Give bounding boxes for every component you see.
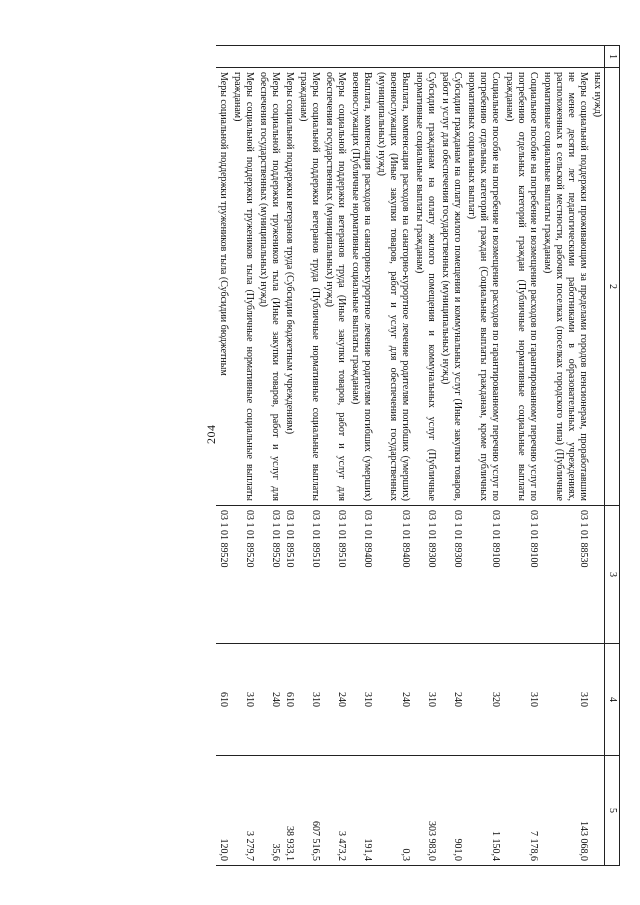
- row-vr-cell: 610: [282, 644, 296, 756]
- row-code-cell: 03 1 01 89520: [230, 506, 256, 644]
- row-name-cell: Субсидии гражданам на оплату жилого помещения и коммунальных услуг (Иные закупки товаров, работ и услуг для обеспечения государственных (муниципальных) нужд): [438, 68, 464, 506]
- header-col-2: 2: [605, 68, 620, 506]
- row-amount-cell: 143 068,0: [540, 756, 590, 866]
- row-number-cell: [438, 46, 464, 68]
- row-name-cell: Выплата, компенсация расходов на санаторно-курортное лечение родителям погибших (умерших) военнослужащих (Иные закупки товаров, работ и услуг для обеспечения государственных (муниципальных) нужд): [374, 68, 412, 506]
- row-code-cell: 03 1 01 89400: [348, 506, 374, 644]
- header-col-5: 5: [605, 756, 620, 866]
- table-row: [256, 46, 282, 866]
- table-row: [464, 46, 502, 866]
- table-row: [282, 46, 296, 866]
- row-name-cell: ных нужд): [590, 68, 605, 506]
- row-amount-cell: 3 473,2: [322, 756, 348, 866]
- row-number-cell: [540, 46, 590, 68]
- row-amount-cell: 191,4: [348, 756, 374, 866]
- row-code-cell: 03 1 01 89400: [374, 506, 412, 644]
- row-amount-cell: 901,0: [438, 756, 464, 866]
- header-col-4: 4: [605, 644, 620, 756]
- row-name-cell: Субсидии гражданам на оплату жилого помещения и коммунальных услуг (Публичные нормативные социальные выплаты гражданам): [412, 68, 438, 506]
- table-row: [412, 46, 438, 866]
- row-vr-cell: 610: [216, 644, 230, 756]
- page-number: 204: [204, 424, 218, 444]
- row-vr-cell: 310: [230, 644, 256, 756]
- row-number-cell: [502, 46, 540, 68]
- row-amount-cell: 38 933,1: [282, 756, 296, 866]
- row-vr-cell: 320: [464, 644, 502, 756]
- header-col-1: 1: [605, 46, 620, 68]
- row-name-cell: Меры социальной поддержки тружеников тыла (Субсидии бюджетным: [216, 68, 230, 506]
- row-amount-cell: [590, 756, 605, 866]
- row-code-cell: 03 1 01 88530: [540, 506, 590, 644]
- row-name-cell: Социальное пособие на погребение и возмещение расходов по гарантированному перечню услуг по погребению отдельных категорий граждан (Публичные нормативные социальные выплаты гражданам): [502, 68, 540, 506]
- table-header-row: [605, 46, 620, 866]
- row-vr-cell: 310: [412, 644, 438, 756]
- table-row: [322, 46, 348, 866]
- row-vr-cell: 240: [256, 644, 282, 756]
- row-name-cell: Меры социальной поддержки ветеранов труда (Публичные нормативные социальные выплаты гражданам): [296, 68, 322, 506]
- row-code-cell: 03 1 01 89510: [296, 506, 322, 644]
- row-amount-cell: 303 983,0: [412, 756, 438, 866]
- row-code-cell: [590, 506, 605, 644]
- row-number-cell: [374, 46, 412, 68]
- table-row: [216, 46, 230, 866]
- row-amount-cell: 1 150,4: [464, 756, 502, 866]
- row-code-cell: 03 1 01 89100: [502, 506, 540, 644]
- row-name-cell: Выплата, компенсация расходов на санаторно-курортное лечение родителям погибших (умерших) военнослужащих (Публичные нормативные социальные выплаты гражданам): [348, 68, 374, 506]
- row-vr-cell: 310: [296, 644, 322, 756]
- row-code-cell: 03 1 01 89520: [256, 506, 282, 644]
- row-name-cell: Меры социальной поддержки тружеников тыла (Иные закупки товаров, работ и услуг для обеспечения государственных (муниципальных) нужд): [256, 68, 282, 506]
- row-code-cell: 03 1 01 89510: [322, 506, 348, 644]
- row-amount-cell: 3 279,7: [230, 756, 256, 866]
- row-vr-cell: [590, 644, 605, 756]
- row-code-cell: 03 1 01 89100: [464, 506, 502, 644]
- row-number-cell: [230, 46, 256, 68]
- table-row: [540, 46, 590, 866]
- row-vr-cell: 240: [438, 644, 464, 756]
- row-name-cell: Меры социальной поддержки тружеников тыла (Публичные нормативные социальные выплаты гражданам): [230, 68, 256, 506]
- row-amount-cell: 120,0: [216, 756, 230, 866]
- budget-table: [216, 45, 620, 866]
- row-name-cell: Меры социальной поддержки ветеранов труда (Субсидии бюджетным учреждениям): [282, 68, 296, 506]
- row-vr-cell: 310: [540, 644, 590, 756]
- row-vr-cell: 240: [374, 644, 412, 756]
- row-name-cell: Социальное пособие на погребение и возмещение расходов по гарантированному перечню услуг по погребению отдельных категорий граждан (Социальные выплаты гражданам, кроме публичных нормативных социальных выплат): [464, 68, 502, 506]
- row-number-cell: [296, 46, 322, 68]
- row-amount-cell: 7 178,6: [502, 756, 540, 866]
- row-name-cell: Меры социальной поддержки ветеранов труда (Иные закупки товаров, работ и услуг для обеспечения государственных (муниципальных) нужд): [322, 68, 348, 506]
- table-row: [502, 46, 540, 866]
- row-number-cell: [256, 46, 282, 68]
- rotated-page-content: [60, 45, 620, 865]
- row-amount-cell: 607 516,5: [296, 756, 322, 866]
- row-number-cell: [412, 46, 438, 68]
- row-number-cell: [464, 46, 502, 68]
- row-amount-cell: 35,6: [256, 756, 282, 866]
- row-code-cell: 03 1 01 89300: [438, 506, 464, 644]
- table-row: [296, 46, 322, 866]
- row-number-cell: [216, 46, 230, 68]
- row-name-cell: Меры социальной поддержки проживающим за пределами городов пенсионерам, проработавшим не менее десяти лет педагогическими работниками в образовательных учреждениях, расположенных в сельской местности, рабочих поселках (поселках городского типа) (Публичные нормативные социальные выплаты гражданам): [540, 68, 590, 506]
- row-vr-cell: 310: [502, 644, 540, 756]
- row-number-cell: [348, 46, 374, 68]
- table-row: [348, 46, 374, 866]
- row-code-cell: 03 1 01 89520: [216, 506, 230, 644]
- table-row: [438, 46, 464, 866]
- row-number-cell: [282, 46, 296, 68]
- table-row: [374, 46, 412, 866]
- row-vr-cell: 310: [348, 644, 374, 756]
- row-code-cell: 03 1 01 89510: [282, 506, 296, 644]
- table-row: [590, 46, 605, 866]
- header-col-3: 3: [605, 506, 620, 644]
- row-number-cell: [590, 46, 605, 68]
- row-number-cell: [322, 46, 348, 68]
- row-amount-cell: 0,3: [374, 756, 412, 866]
- row-vr-cell: 240: [322, 644, 348, 756]
- table-row: [230, 46, 256, 866]
- row-code-cell: 03 1 01 89300: [412, 506, 438, 644]
